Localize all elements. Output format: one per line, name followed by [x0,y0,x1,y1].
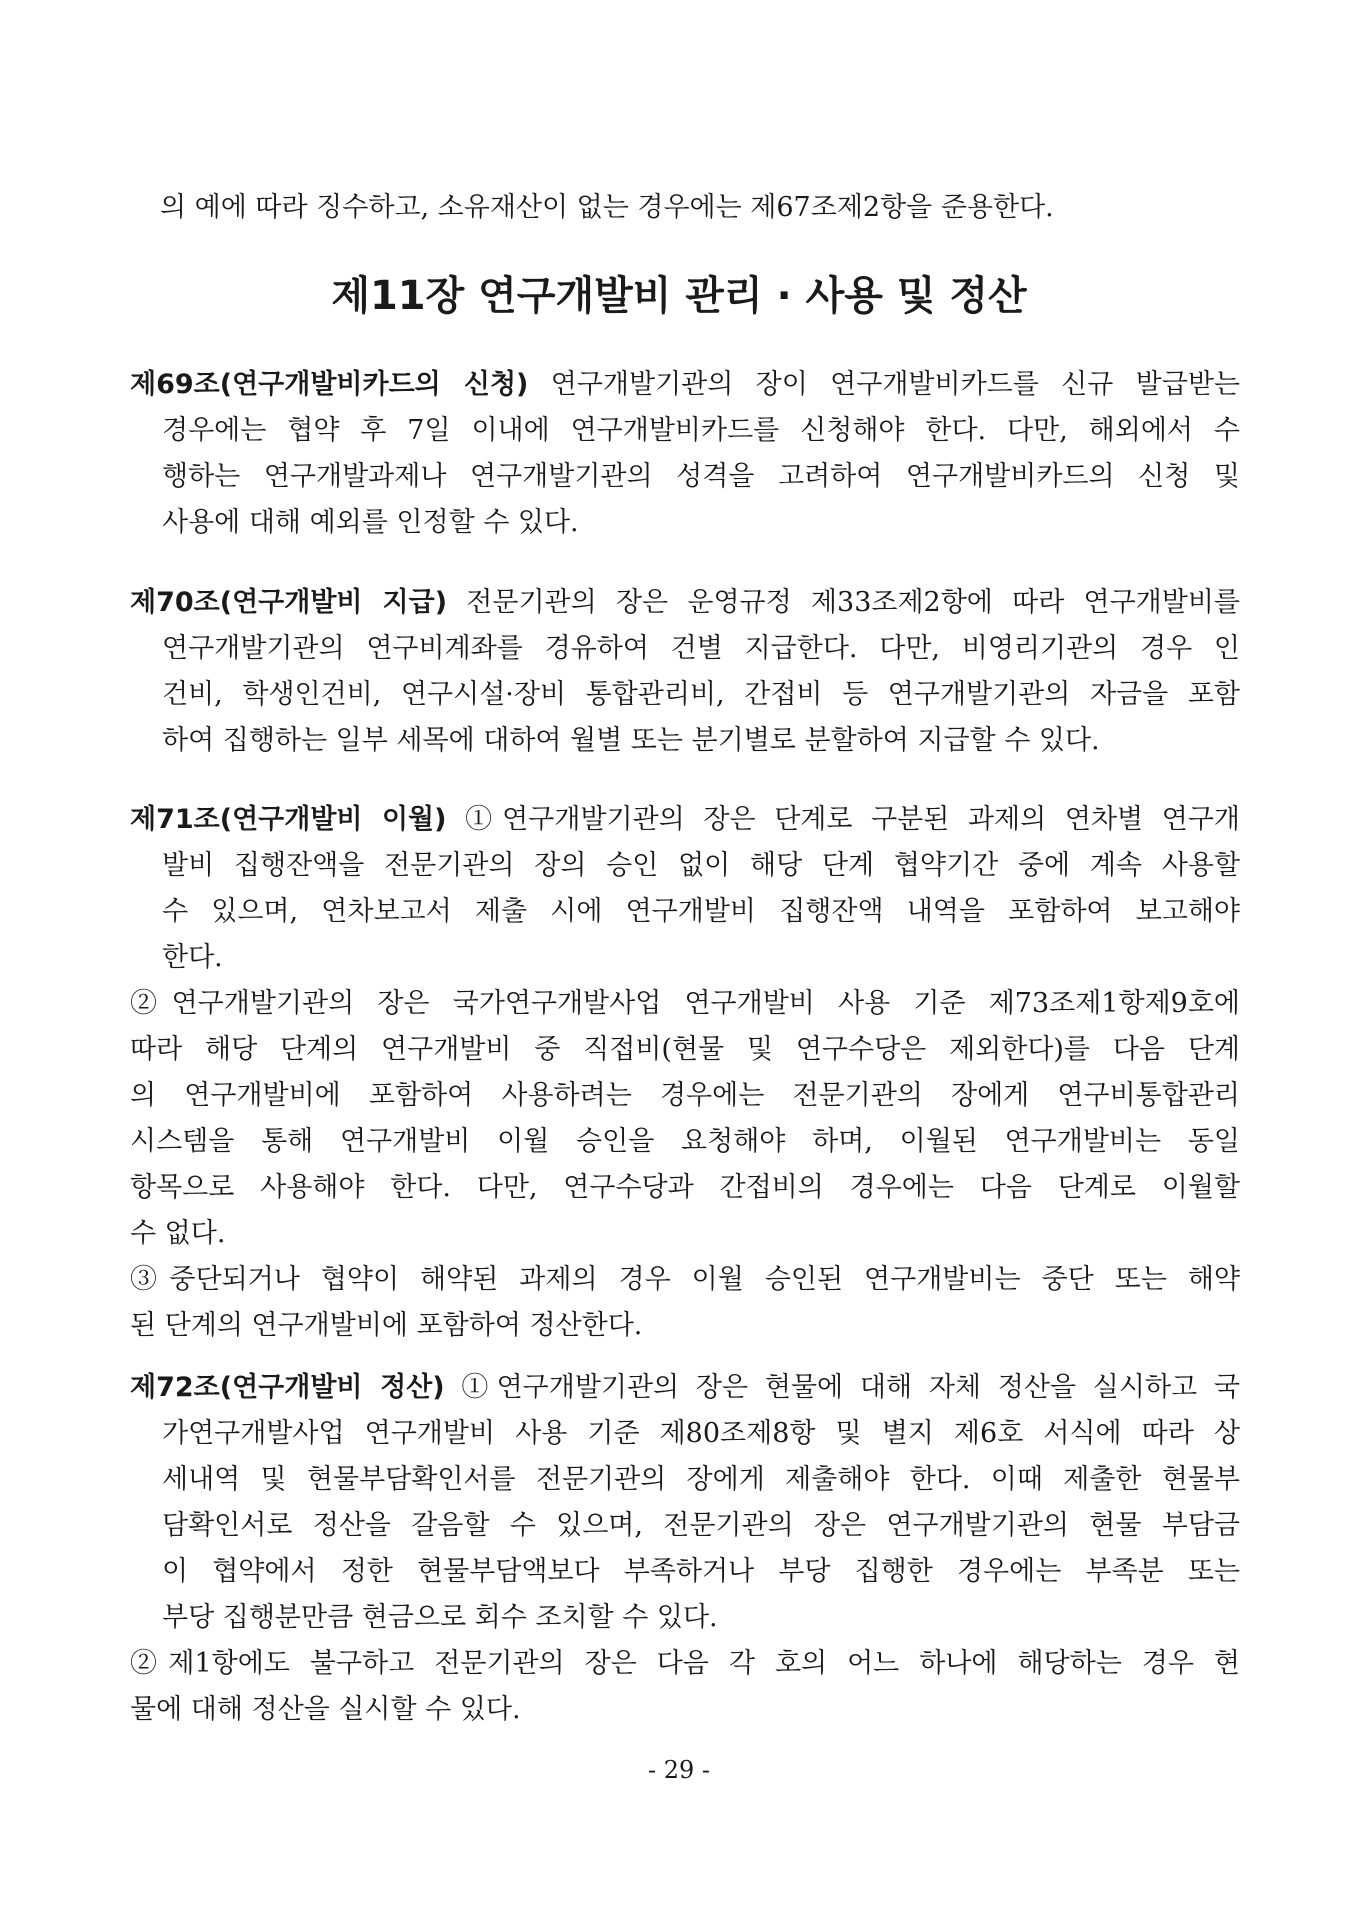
article-line [130,797,1240,843]
article-line: ②연구개발기관의 장은 국가연구개발사업 연구개발비 사용 기준 제73조제1항제9호에 [130,988,1240,1019]
article-line: 시스템을 통해 연구개발비 이월 승인을 요청해야 하며, 이월된 연구개발비는 동일 [130,1126,1240,1157]
article-line: 된 단계의 연구개발비에 포함하여 정산한다. [130,1310,643,1341]
article-text: ①연구개발기관의 장은 단계로 구분된 과제의 연차별 연구개 [446,804,1240,835]
article-line: 의 연구개발비에 포함하여 사용하려는 경우에는 전문기관의 장에게 연구비통합관리 [130,1080,1240,1111]
article-text: ①연구개발기관의 장은 현물에 대해 자체 정산을 실시하고 국 [444,1372,1240,1403]
article-line: 수 있으며, 연차보고서 제출 시에 연구개발비 집행잔액 내역을 포함하여 보고해야 [162,896,1240,927]
article-heading: 제69조(연구개발비카드의 신청) [130,369,529,400]
article-heading: 제70조(연구개발비 지급) [130,587,448,618]
article-heading: 제72조(연구개발비 정산) [130,1372,445,1403]
article-text: 전문기관의 장은 운영규정 제33조제2항에 따라 연구개발비를 [447,587,1241,618]
chapter-title: 제11장 연구개발비 관리 · 사용 및 정산 [331,273,1027,319]
article-71 [130,797,1240,1349]
article-line: 따라 해당 단계의 연구개발비 중 직접비(현물 및 연구수당은 제외한다)를 다음 단계 [130,1034,1240,1065]
article-line [130,1365,1240,1411]
article-line: 경우에는 협약 후 7일 이내에 연구개발비카드를 신청해야 한다. 다만, 해외에서 수 [162,415,1240,446]
intro-line: 의 예에 따라 징수하고, 소유재산이 없는 경우에는 제67조제2항을 준용한다. [160,192,1054,223]
article-line: 세내역 및 현물부담확인서를 전문기관의 장에게 제출해야 한다. 이때 제출한 현물부 [162,1464,1240,1495]
article-line: 부당 집행분만큼 현금으로 회수 조치할 수 있다. [162,1602,718,1633]
article-line: 이 협약에서 정한 현물부담액보다 부족하거나 부당 집행한 경우에는 부족분 또는 [162,1556,1240,1587]
article-line: 사용에 대해 예외를 인정할 수 있다. [162,507,579,538]
article-line [130,362,1240,408]
article-line: 담확인서로 정산을 갈음할 수 있으며, 전문기관의 장은 연구개발기관의 현물 부담금 [162,1510,1240,1541]
article-72 [130,1365,1240,1733]
page-number: - 29 - [647,1756,710,1784]
article-line: 수 없다. [130,1218,226,1249]
article-line: ②제1항에도 불구하고 전문기관의 장은 다음 각 호의 어느 하나에 해당하는 경우 현 [130,1648,1240,1679]
article-line: 발비 집행잔액을 전문기관의 장의 승인 없이 해당 단계 협약기간 중에 계속 사용할 [162,850,1240,881]
article-line: ③중단되거나 협약이 해약된 과제의 경우 이월 승인된 연구개발비는 중단 또는 해약 [130,1264,1240,1295]
article-line: 물에 대해 정산을 실시할 수 있다. [130,1694,521,1725]
article-69 [130,362,1240,546]
article-line: 건비, 학생인건비, 연구시설·장비 통합관리비, 간접비 등 연구개발기관의 자금을 포함 [162,679,1240,710]
article-line: 항목으로 사용해야 한다. 다만, 연구수당과 간접비의 경우에는 다음 단계로 이월할 [130,1172,1240,1203]
article-text: 연구개발기관의 장이 연구개발비카드를 신규 발급받는 [528,369,1240,400]
article-line: 행하는 연구개발과제나 연구개발기관의 성격을 고려하여 연구개발비카드의 신청 및 [162,461,1240,492]
article-line: 연구개발기관의 연구비계좌를 경유하여 건별 지급한다. 다만, 비영리기관의 경우 인 [162,633,1240,664]
article-line: 하여 집행하는 일부 세목에 대하여 월별 또는 분기별로 분할하여 지급할 수 있다. [162,725,1100,756]
article-70 [130,580,1240,764]
article-line: 한다. [162,942,223,973]
article-heading: 제71조(연구개발비 이월) [130,804,447,835]
article-line [130,580,1240,626]
article-line: 가연구개발사업 연구개발비 사용 기준 제80조제8항 및 별지 제6호 서식에 따라 상 [162,1418,1240,1449]
